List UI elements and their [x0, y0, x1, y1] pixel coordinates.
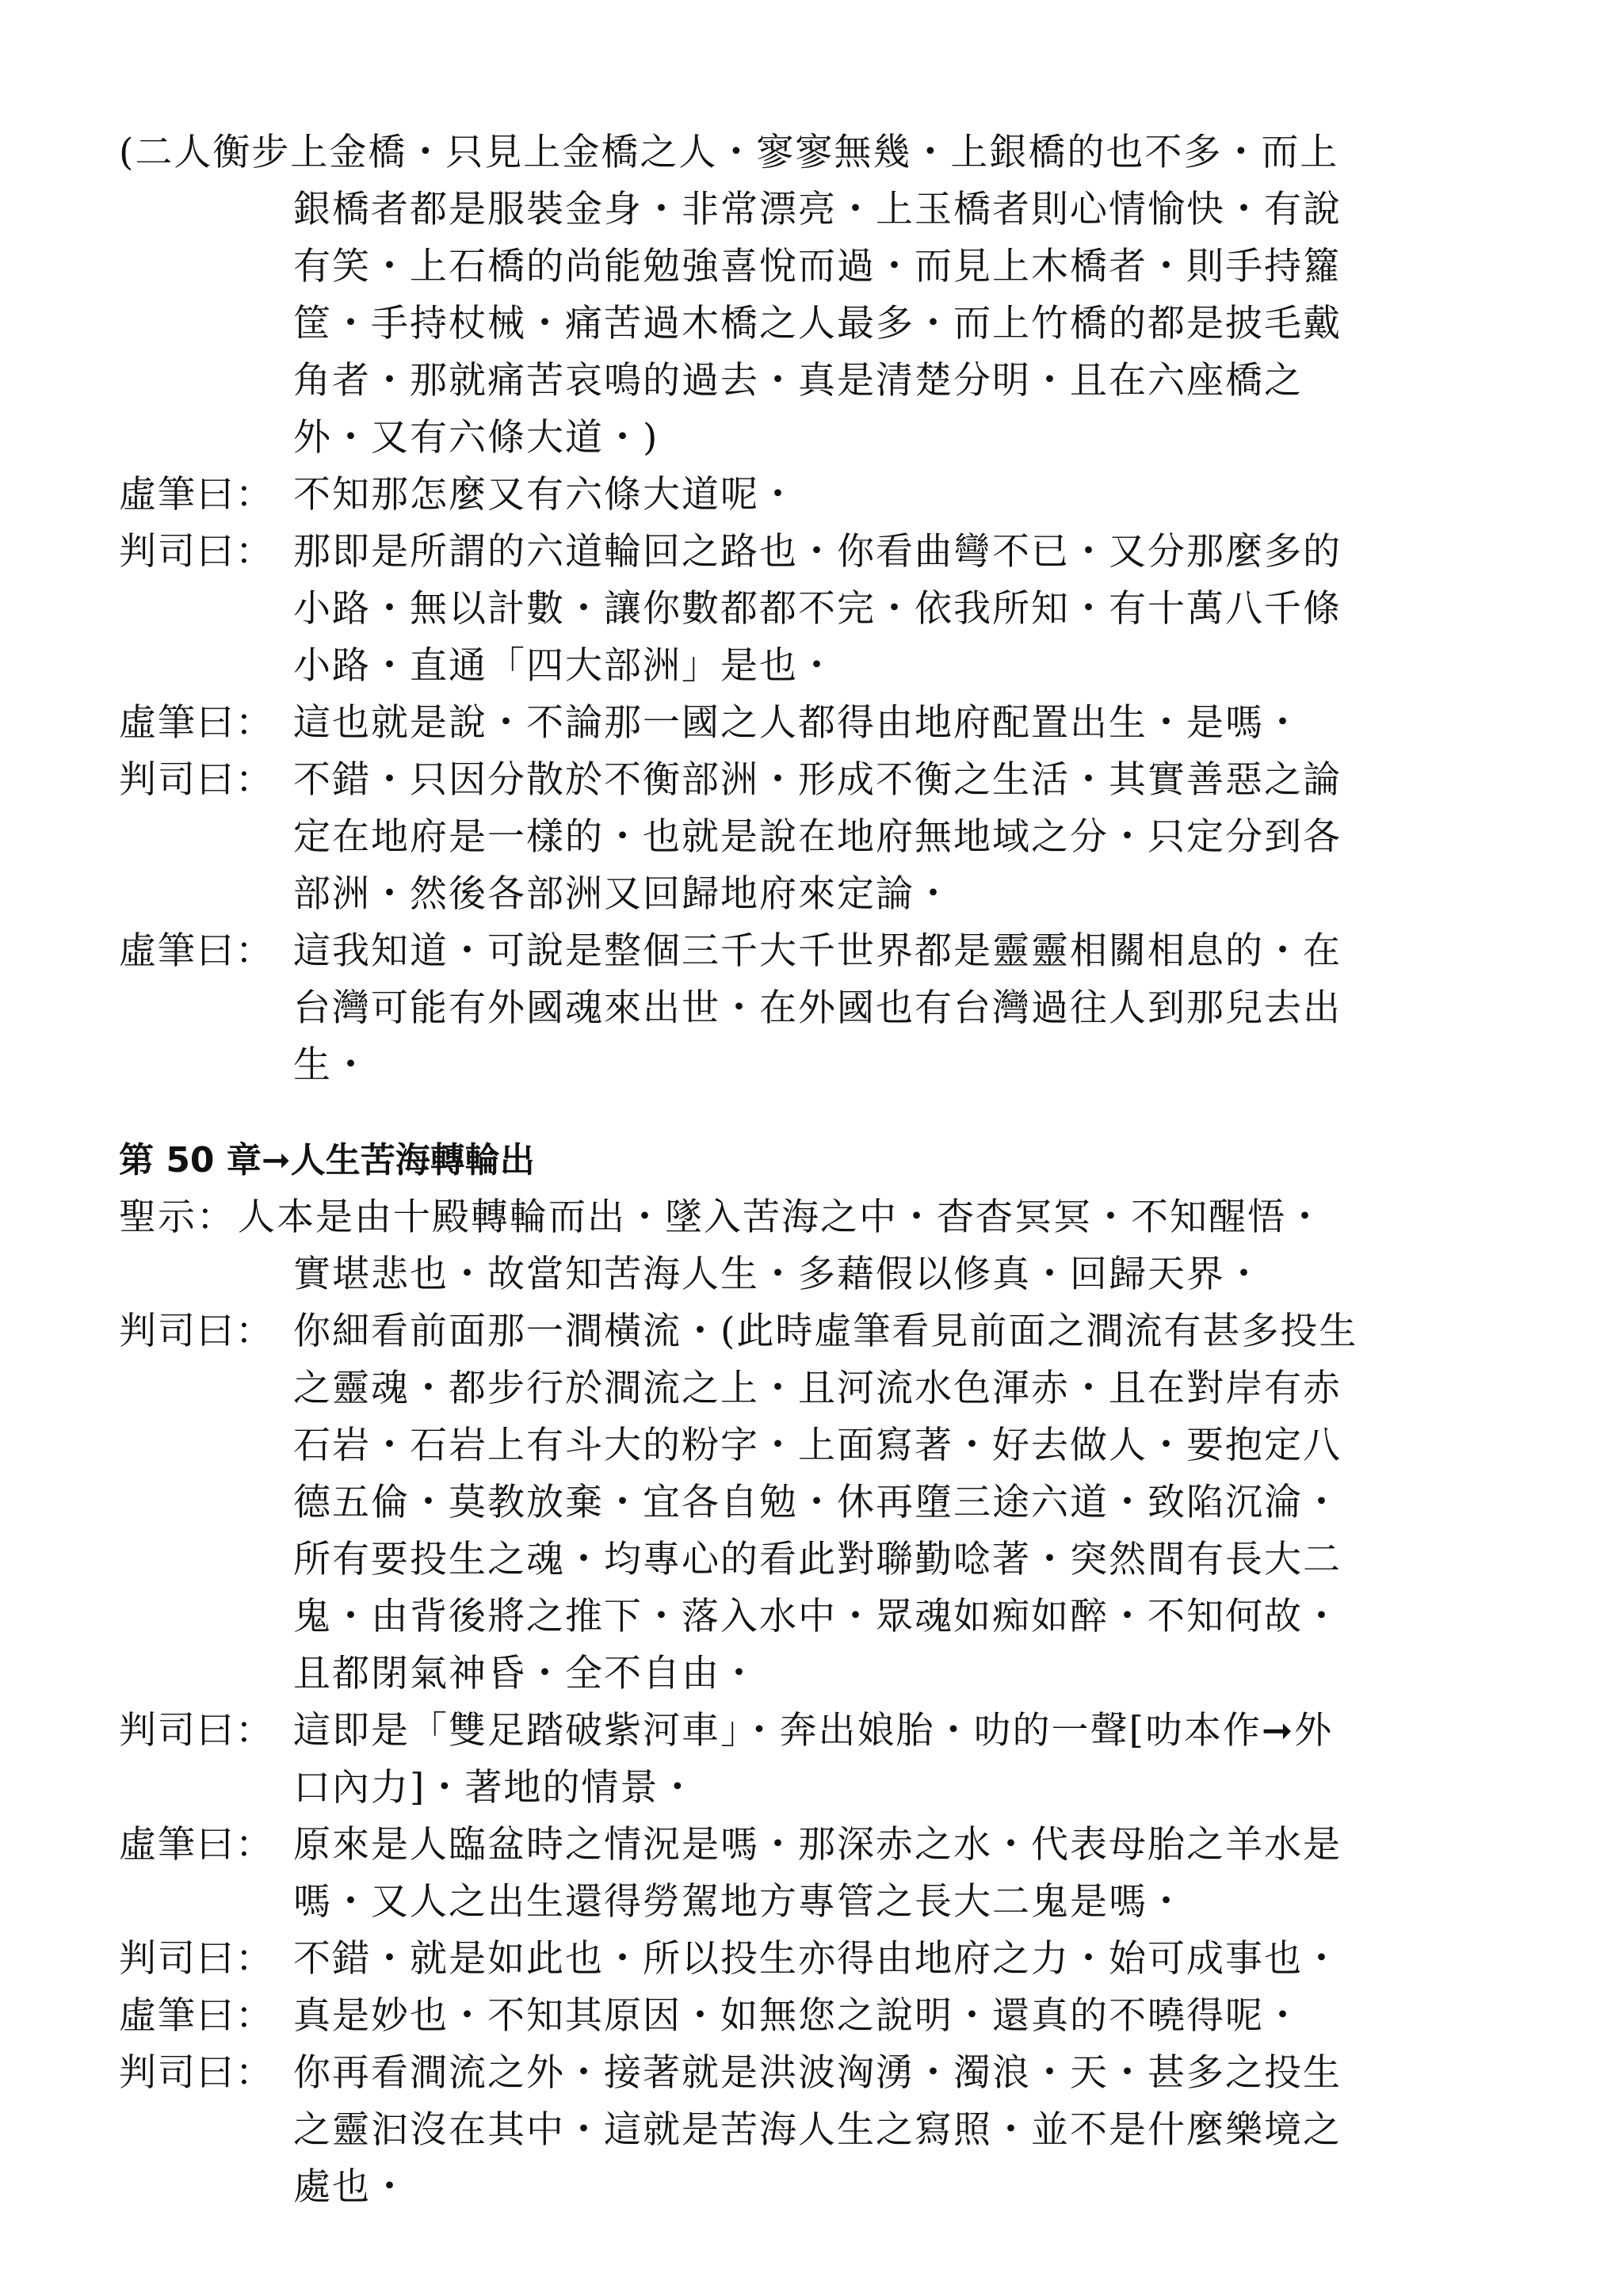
text-line: 所有要投生之魂・均專心的看此對聯勤唸著・突然間有長大二 [293, 1538, 1342, 1581]
dialogue-entry [119, 2045, 1514, 2216]
narration-first-line: (二人衡步上金橋・只見上金橋之人・寥寥無幾・上銀橋的也不多・而上 [119, 131, 1339, 174]
narration-lines [293, 181, 1514, 467]
speaker-label: 判司曰： [119, 758, 274, 802]
text-line: 這即是「雙足踏破紫河車」・奔出娘胎・叻的一聲[叻本作➞外 [293, 1709, 1334, 1753]
dialogue-entry [119, 752, 1514, 923]
speaker-label: 判司曰： [119, 530, 274, 574]
dialogue-text [293, 1703, 1514, 1817]
dialogue-text [293, 923, 1514, 1094]
dialogue-text [238, 1189, 1514, 1303]
speaker-label: 聖示： [119, 1196, 235, 1239]
text-line: 這也就是說・不論那一國之人都得由地府配置出生・是嗎・ [293, 701, 1303, 745]
dialogue-text [293, 1988, 1514, 2045]
text-line: 不錯・只因分散於不衡部洲・形成不衡之生活・其實善惡之論 [293, 758, 1342, 802]
speaker-label: 判司曰： [119, 1709, 274, 1753]
text-line: 有笑・上石橋的尚能勉強喜悅而過・而見上木橋者・則手持籮 [293, 245, 1342, 288]
speaker-label: 虛筆曰： [119, 473, 274, 517]
speaker-label: 虛筆曰： [119, 1994, 274, 2038]
dialogue-entry [119, 1931, 1514, 1988]
dialogue-section-2 [119, 1189, 1514, 2216]
text-line: 實堪悲也・故當知苦海人生・多藉假以修真・回歸天界・ [293, 1253, 1264, 1296]
dialogue-entry [119, 923, 1514, 1094]
text-line: 角者・那就痛苦哀鳴的過去・真是清楚分明・且在六座橋之 [293, 359, 1303, 402]
dialogue-entry [119, 467, 1514, 524]
dialogue-entry [119, 1189, 1514, 1303]
speaker-label: 虛筆曰： [119, 1823, 274, 1867]
chapter-heading: 第 50 章➞人生苦海轉輪出 [119, 1140, 535, 1180]
text-line: 處也・ [293, 2165, 410, 2209]
dialogue-text [293, 1303, 1514, 1703]
dialogue-text [293, 524, 1514, 695]
dialogue-entry [119, 1703, 1514, 1817]
text-line: 之靈魂・都步行於澗流之上・且河流水色渾赤・且在對岸有赤 [293, 1367, 1342, 1410]
text-line: 不知那怎麼又有六條大道呢・ [293, 473, 798, 517]
speaker-label: 判司曰： [119, 1937, 274, 1981]
text-line: 德五倫・莫教放棄・宜各自勉・休再墮三途六道・致陷沉淪・ [293, 1481, 1342, 1524]
dialogue-text [293, 752, 1514, 923]
text-line: 口內力]・著地的情景・ [293, 1766, 698, 1810]
text-line: 生・ [293, 1043, 371, 1087]
dialogue-text [293, 1931, 1514, 1988]
dialogue-text [293, 2045, 1514, 2216]
dialogue-entry [119, 1817, 1514, 1931]
text-line: 鬼・由背後將之推下・落入水中・眾魂如痴如醉・不知何故・ [293, 1595, 1342, 1638]
speaker-label: 虛筆曰： [119, 701, 274, 745]
text-line: 嗎・又人之出生還得勞駕地方專管之長大二鬼是嗎・ [293, 1880, 1186, 1924]
text-line: 且都閉氣神昏・全不自由・ [293, 1652, 759, 1695]
text-line: 小路・無以計數・讓你數都都不完・依我所知・有十萬八千條 [293, 587, 1342, 631]
text-line: 你細看前面那一澗橫流・(此時虛筆看見前面之澗流有甚多投生 [293, 1310, 1358, 1353]
text-line: 台灣可能有外國魂來出世・在外國也有台灣過往人到那兒去出 [293, 986, 1342, 1030]
dialogue-entry [119, 524, 1514, 695]
text-line: 原來是人臨盆時之情況是嗎・那深赤之水・代表母胎之羊水是 [293, 1823, 1342, 1867]
text-line: 不錯・就是如此也・所以投生亦得由地府之力・始可成事也・ [293, 1937, 1342, 1981]
text-line: 真是妙也・不知其原因・如無您之說明・還真的不曉得呢・ [293, 1994, 1303, 2038]
narration-paragraph [119, 124, 1514, 467]
dialogue-entry [119, 1988, 1514, 2045]
text-line: 之靈汩沒在其中・這就是苦海人生之寫照・並不是什麼樂境之 [293, 2108, 1342, 2152]
text-line: 那即是所謂的六道輪回之路也・你看曲彎不已・又分那麼多的 [293, 530, 1342, 574]
text-line: 小路・直通「四大部洲」是也・ [293, 644, 837, 688]
dialogue-text [293, 695, 1514, 752]
text-line: 外・又有六條大道・) [293, 416, 659, 460]
dialogue-entry [119, 695, 1514, 752]
dialogue-entry [119, 1303, 1514, 1703]
speaker-label: 虛筆曰： [119, 929, 274, 973]
speaker-label: 判司曰： [119, 1310, 274, 1353]
text-line: 人本是由十殿轉輪而出・墜入苦海之中・杳杳冥冥・不知醒悟・ [238, 1196, 1325, 1239]
text-line: 定在地府是一樣的・也就是說在地府無地域之分・只定分到各 [293, 815, 1342, 859]
text-line: 石岩・石岩上有斗大的粉字・上面寫著・好去做人・要抱定八 [293, 1424, 1342, 1467]
text-line: 銀橋者都是服裝金身・非常漂亮・上玉橋者則心情愉快・有說 [293, 188, 1342, 231]
dialogue-text [293, 467, 1514, 524]
dialogue-section-1 [119, 467, 1514, 1094]
narration-continuation [119, 181, 1514, 467]
text-line: 筐・手持杖械・痛苦過木橋之人最多・而上竹橋的都是披毛戴 [293, 302, 1342, 345]
speaker-label: 判司曰： [119, 2051, 274, 2095]
text-line: 部洲・然後各部洲又回歸地府來定論・ [293, 872, 953, 916]
dialogue-text [293, 1817, 1514, 1931]
text-line: 你再看澗流之外・接著就是洪波洶湧・濁浪・天・甚多之投生 [293, 2051, 1342, 2095]
text-line: 這我知道・可說是整個三千大千世界都是靈靈相關相息的・在 [293, 929, 1342, 973]
